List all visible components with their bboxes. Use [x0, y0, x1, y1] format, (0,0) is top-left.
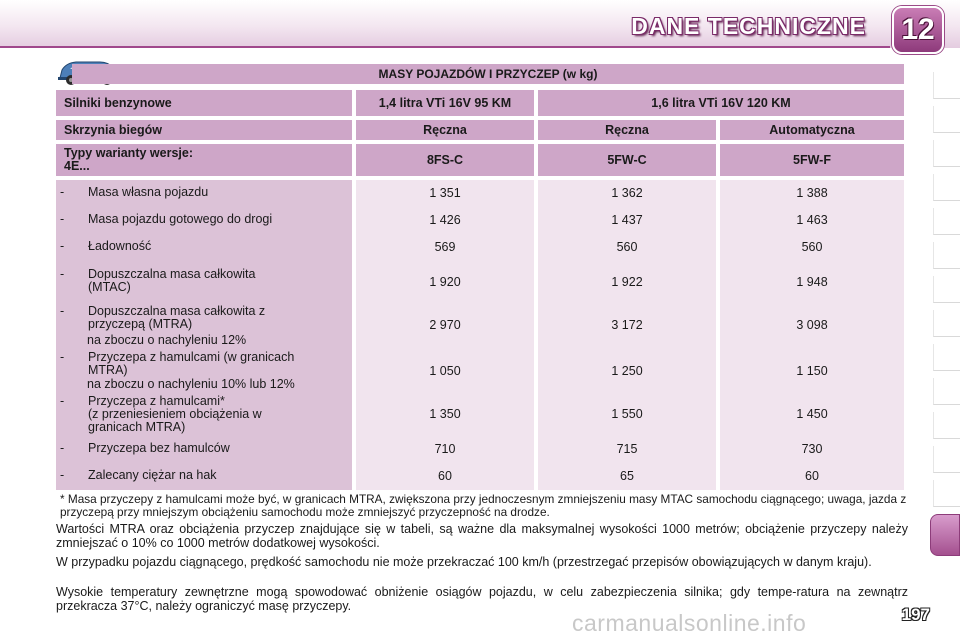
row-value: 560 [801, 240, 823, 254]
index-tab[interactable] [933, 106, 960, 133]
row-label: Masa własna pojazdu [88, 185, 209, 199]
row-value: 1 351 [429, 186, 461, 200]
paragraph-temperature: Wysokie temperatury zewnętrzne mogą spowodować obniżenie osiągów pojazdu, w celu zabezpieczenia silnika; gdy tempe-ratura na zewnątrz przekracza 37°C, należy ograniczyć masę przyczepy. [56, 585, 908, 613]
row-value: 1 920 [429, 275, 461, 289]
row-value: 3 172 [611, 318, 643, 332]
index-tab[interactable] [933, 140, 960, 167]
row-label: Zalecany ciężar na hak [88, 468, 217, 482]
index-tab[interactable] [933, 480, 960, 507]
row-value: 60 [805, 469, 819, 483]
index-tab[interactable] [933, 446, 960, 473]
index-tab[interactable] [933, 242, 960, 269]
row-value: 1 437 [611, 213, 643, 227]
row-label: Dopuszczalna masa całkowita (MTAC) [88, 267, 256, 294]
index-tab[interactable] [933, 208, 960, 235]
paragraph-speed: W przypadku pojazdu ciągnącego, prędkość samochodu nie może przekraczać 100 km/h (przestrzegać przepisów obowiązujących w danym kraju). [56, 555, 872, 569]
side-index-tabs [926, 72, 960, 592]
index-tab[interactable] [933, 276, 960, 303]
footnote: * Masa przyczepy z hamulcami może być, w granicach MTRA, zwiększona przy jednoczesnym zmniejszeniu masy MTAC samochodu ciągnącego; uwaga, jazda z przyczepą przy mniejszym obciążeniu samochodu może zmniejszyć przyczepność na drodze. [60, 492, 907, 519]
row-label: Przyczepa bez hamulców [88, 441, 230, 455]
row-value: 1 463 [796, 213, 828, 227]
index-tab[interactable] [933, 412, 960, 439]
row-value: 1 362 [611, 186, 643, 200]
type-3: 5FW-F [720, 144, 904, 176]
row-value: 1 450 [796, 407, 828, 421]
index-tab[interactable] [933, 344, 960, 371]
row-value: 569 [434, 240, 456, 254]
index-tab[interactable] [933, 174, 960, 201]
row-sublabel: na zboczu o nachyleniu 10% lub 12% [87, 377, 295, 391]
row-value: 560 [616, 240, 638, 254]
gearbox-2: Ręczna [538, 120, 716, 140]
row-value: 1 050 [429, 364, 461, 378]
index-tab[interactable] [933, 72, 960, 99]
gearbox-3: Automatyczna [720, 120, 904, 140]
gearbox-1: Ręczna [356, 120, 534, 140]
index-tab[interactable] [933, 378, 960, 405]
paragraph-altitude: Wartości MTRA oraz obciążenia przyczep znajdujące się w tabeli, są ważne dla maksymalnej wysokości 1000 metrów; obciążenie przyczepy należy zmniejszać o 10% co 1000 metrów dodatkowej wysokości. [56, 522, 908, 550]
row-value: 1 426 [429, 213, 461, 227]
row-value: 65 [620, 469, 634, 483]
chapter-title: DANE TECHNICZNE [631, 13, 866, 39]
type-1: 8FS-C [356, 144, 534, 176]
header-divider [0, 46, 890, 48]
row-value: 1 388 [796, 186, 828, 200]
row-label: Przyczepa z hamulcami (w granicach MTRA) [88, 350, 295, 377]
row-value: 710 [434, 442, 456, 456]
row-value: 1 550 [611, 407, 643, 421]
gearbox-label: Skrzynia biegów [56, 120, 352, 140]
row-value: 2 970 [429, 318, 461, 332]
types-label: Typy warianty wersje: 4E... [56, 144, 352, 176]
row-label: Ładowność [88, 239, 152, 253]
engine-1: 1,4 litra VTi 16V 95 KM [356, 90, 534, 116]
type-2: 5FW-C [538, 144, 716, 176]
row-value: 1 948 [796, 275, 828, 289]
table-caption: MASY POJAZDÓW I PRZYCZEP (w kg) [72, 64, 904, 84]
row-value: 3 098 [796, 318, 828, 332]
row-sublabel: na zboczu o nachyleniu 12% [87, 333, 247, 347]
watermark: carmanualsonline.info [572, 610, 807, 636]
engine-2: 1,6 litra VTi 16V 120 KM [538, 90, 904, 116]
index-tab[interactable] [933, 310, 960, 337]
row-label: Dopuszczalna masa całkowita z przyczepą (MTRA) [88, 304, 266, 331]
row-value: 1 250 [611, 364, 643, 378]
row-value: 60 [438, 469, 452, 483]
row-value: 1 150 [796, 364, 828, 378]
row-value: 730 [801, 442, 823, 456]
chapter-number-badge: 12 [892, 6, 944, 54]
row-label: Przyczepa z hamulcami* (z przeniesieniem obciążenia w granicach MTRA) [88, 394, 262, 434]
row-value: 715 [616, 442, 638, 456]
engines-label: Silniki benzynowe [56, 90, 352, 116]
row-value: 1 350 [429, 407, 461, 421]
page-number: 197 [901, 605, 930, 624]
index-tab-active[interactable] [930, 514, 960, 556]
row-value: 1 922 [611, 275, 643, 289]
row-label: Masa pojazdu gotowego do drogi [88, 212, 273, 226]
